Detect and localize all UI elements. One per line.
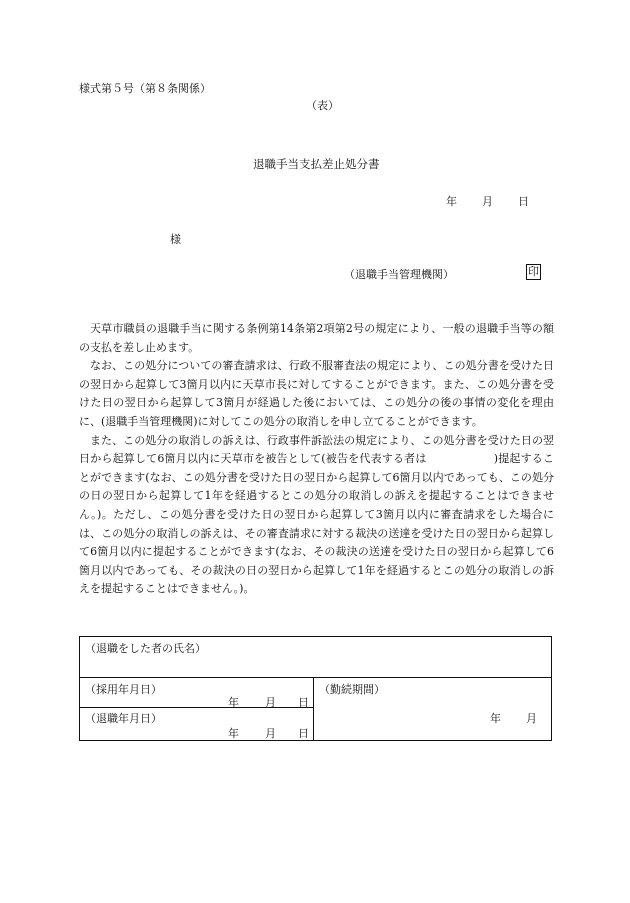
date-month: 月 — [482, 195, 493, 208]
side-label: （表） — [306, 99, 339, 112]
date-year: 年 — [446, 195, 457, 208]
paragraph-2: なお、この処分についての審査請求は、行政不服審査法の規定により、この処分書を受けた日の翌日から起算して3箇月以内に天草市長に対してすることができます。また、この処分書を受けた日の翌日から起算して3箇月が経過した後においては、この処分の後の事情の変化を理由に、(退職手当管理機関)に対してこの処分の取消しを申し立てることができます。 — [79, 359, 554, 428]
document-title: 退職手当支払差止処分書 — [253, 157, 380, 171]
addressee: 様 — [170, 233, 181, 246]
retire-month: 月 — [265, 727, 276, 740]
retire-year: 年 — [228, 727, 239, 740]
service-period-cell — [314, 678, 551, 740]
hire-day: 日 — [298, 696, 309, 709]
paragraph-1: 天草市職員の退職手当に関する条例第14条第2項第2号の規定により、一般の退職手当等の額の支払を差し止めます。 — [79, 322, 554, 354]
hire-month: 月 — [265, 696, 276, 709]
name-cell — [80, 637, 551, 678]
retiree-info-table — [79, 636, 552, 741]
hire-date-cell — [80, 678, 314, 708]
hire-date-label: （採用年月日） — [85, 683, 162, 696]
service-period-label: （勤続期間） — [319, 683, 385, 696]
retire-day: 日 — [298, 727, 309, 740]
issue-date — [446, 193, 529, 209]
seal-mark: 印 — [528, 265, 539, 278]
retire-date-cell — [80, 708, 314, 740]
name-label: （退職をした者の氏名） — [85, 642, 206, 655]
date-day: 日 — [518, 195, 529, 208]
service-years: 年 — [490, 712, 501, 725]
issuer-name: （退職手当管理機関） — [344, 268, 454, 281]
service-months: 月 — [526, 712, 537, 725]
hire-year: 年 — [228, 696, 239, 709]
form-number: 様式第５号（第８条関係） — [79, 82, 211, 95]
retire-date-label: （退職年月日） — [85, 712, 162, 725]
paragraph-3: また、この処分の取消しの訴えは、行政事件訴訟法の規定により、この処分書を受けた日の翌日から起算して6箇月以内に天草市を被告として(被告を代表する者は )提起することができます(なお、この処分書を受けた日の翌日から起算して6箇月以内であっても、この処分の日の翌日から起算して1年を経過するとこの処分の取消しの訴えを提起することはできません。)。ただし、この処分書を受けた日の翌日から起算して3箇月以内に審査請求をした場合には、この処分の取消しの訴えは、その審査請求に対する裁決の送達を受けた日の翌日から起算して6箇月以内に提起することができます(なお、その裁決の送達を受けた日の翌日から起算して6箇月以内であっても、その裁決の日の翌日から起算して1年を経過するとこの処分の取消しの訴えを提起することはできません。)。 — [79, 433, 554, 596]
body-text — [79, 320, 554, 599]
